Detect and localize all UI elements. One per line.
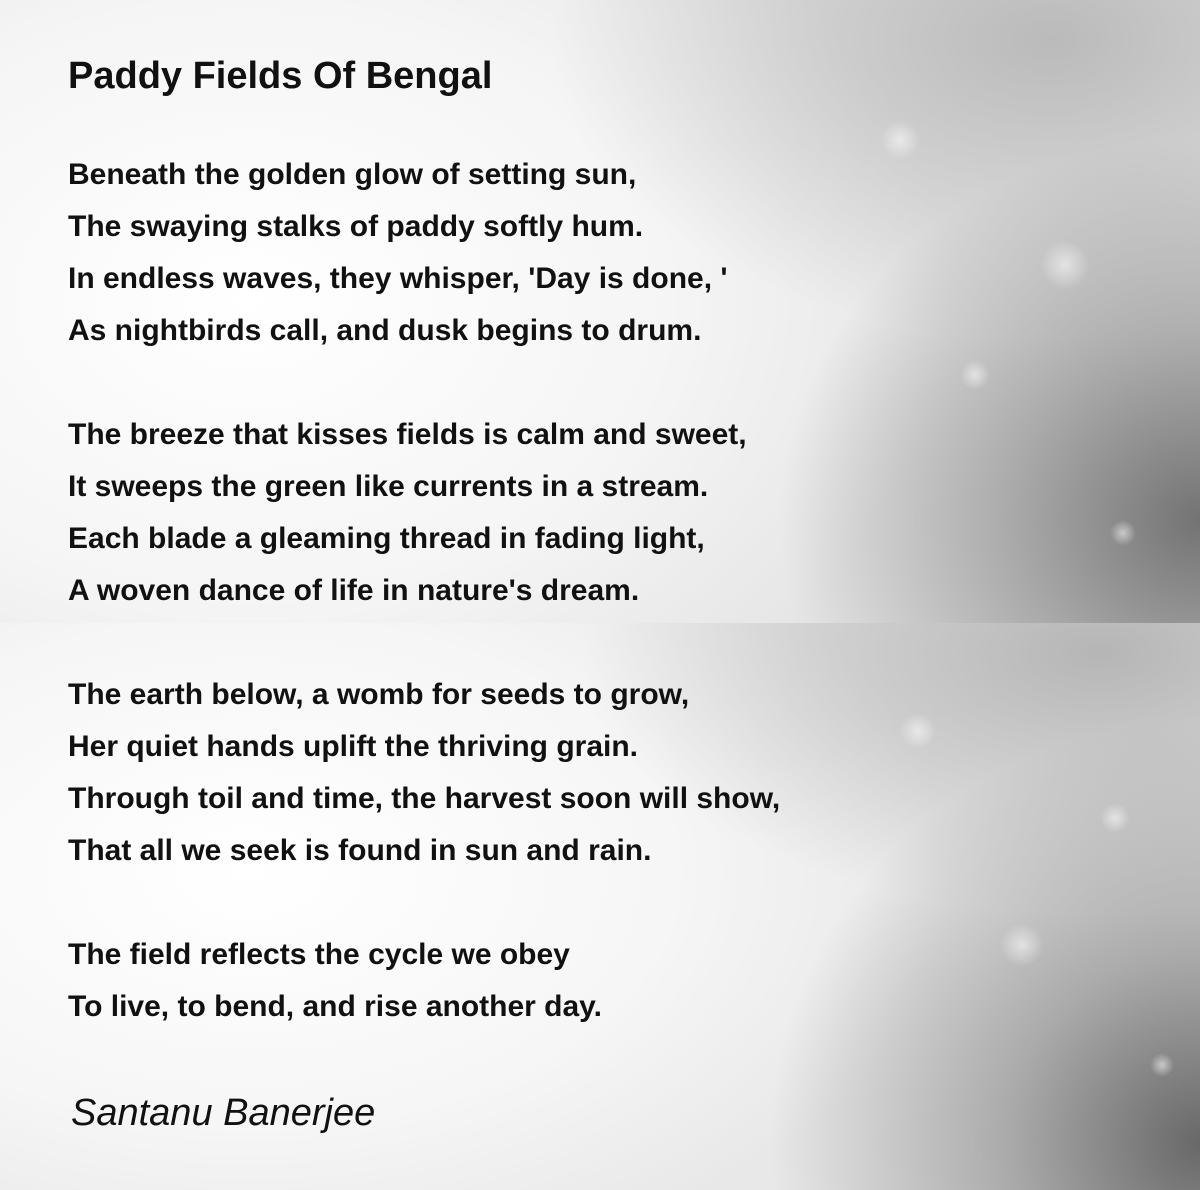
poem-line: The breeze that kisses fields is calm and sweet, xyxy=(68,418,747,451)
poem-line: The earth below, a womb for seeds to grow, xyxy=(68,678,690,711)
poem-title: Paddy Fields Of Bengal xyxy=(68,55,493,97)
poem-line: As nightbirds call, and dusk begins to drum. xyxy=(68,314,702,347)
poem-line: The field reflects the cycle we obey xyxy=(68,938,570,971)
poem-line: That all we seek is found in sun and rain. xyxy=(68,834,652,867)
poem-line: Her quiet hands uplift the thriving grain. xyxy=(68,730,639,763)
poem-line: Through toil and time, the harvest soon will show, xyxy=(68,782,781,815)
poem-line: In endless waves, they whisper, 'Day is done, ' xyxy=(68,262,728,295)
bokeh-sparkle xyxy=(1040,240,1090,290)
poem-line: A woven dance of life in nature's dream. xyxy=(68,574,640,607)
bokeh-sparkle xyxy=(1110,520,1136,546)
poem-line: It sweeps the green like currents in a stream. xyxy=(68,470,709,503)
bokeh-sparkle xyxy=(1150,1053,1174,1077)
poem-author: Santanu Banerjee xyxy=(71,1092,376,1134)
bokeh-sparkle xyxy=(1100,803,1130,833)
poem-line: Beneath the golden glow of setting sun, xyxy=(68,158,637,191)
bokeh-sparkle xyxy=(880,120,920,160)
bokeh-sparkle xyxy=(900,713,936,749)
poem-line: To live, to bend, and rise another day. xyxy=(68,990,602,1023)
bokeh-sparkle xyxy=(1000,923,1044,967)
bokeh-sparkle xyxy=(960,360,990,390)
poem-line: Each blade a gleaming thread in fading light, xyxy=(68,522,705,555)
poem-line: The swaying stalks of paddy softly hum. xyxy=(68,210,644,243)
